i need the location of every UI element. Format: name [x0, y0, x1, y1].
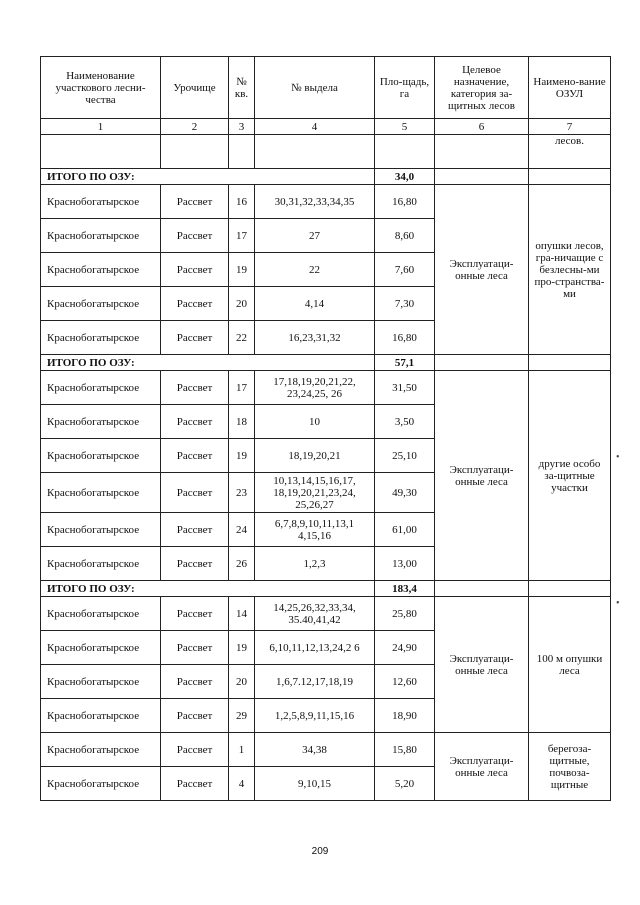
total-row [41, 355, 611, 371]
cell-tract: Рассвет [161, 321, 229, 355]
table-row [41, 597, 611, 631]
header-ozul: Наимено-вание ОЗУЛ [529, 57, 611, 119]
cell-tract: Рассвет [161, 733, 229, 767]
total-value: 183,4 [375, 581, 435, 597]
col-number: 1 [41, 119, 161, 135]
cell-area: 16,80 [375, 185, 435, 219]
cell-vydel: 1,2,3 [255, 547, 375, 581]
cell-kv: 1 [229, 733, 255, 767]
cell-kv: 29 [229, 699, 255, 733]
cell-area: 25,10 [375, 439, 435, 473]
cell-ozul: другие особо за-щитные участки [529, 371, 611, 581]
cell-area: 15,80 [375, 733, 435, 767]
col-number: 4 [255, 119, 375, 135]
cell-ozul: опушки лесов, гра-ничащие с безлесны-ми про-странства-ми [529, 185, 611, 355]
cell-area: 13,00 [375, 547, 435, 581]
header-vydel: № выдела [255, 57, 375, 119]
page-number: 209 [311, 846, 329, 857]
total-row [41, 169, 611, 185]
cell-area: 7,60 [375, 253, 435, 287]
cell-name: Краснобогатырское [41, 767, 161, 801]
table-row [41, 371, 611, 405]
cell-tract: Рассвет [161, 513, 229, 547]
total-value: 57,1 [375, 355, 435, 371]
col-number: 6 [435, 119, 529, 135]
cell-vydel: 1,6,7.12,17,18,19 [255, 665, 375, 699]
cell-vydel: 22 [255, 253, 375, 287]
cell-area: 31,50 [375, 371, 435, 405]
cell-area: 49,30 [375, 473, 435, 513]
cell-tract: Рассвет [161, 185, 229, 219]
scan-mark: • [616, 452, 620, 463]
col-number: 5 [375, 119, 435, 135]
cell-purpose: Эксплуатаци-онные леса [435, 371, 529, 581]
cell-tract: Рассвет [161, 665, 229, 699]
table-row [41, 185, 611, 219]
cell-kv: 4 [229, 767, 255, 801]
cell-vydel: 34,38 [255, 733, 375, 767]
scan-mark: • [616, 598, 620, 609]
cell-name: Краснобогатырское [41, 405, 161, 439]
cell-name: Краснобогатырское [41, 547, 161, 581]
cell-area: 12,60 [375, 665, 435, 699]
cell-kv: 26 [229, 547, 255, 581]
cell-name: Краснобогатырское [41, 185, 161, 219]
cell-vydel: 1,2,5,8,9,11,15,16 [255, 699, 375, 733]
cell-area: 5,20 [375, 767, 435, 801]
cell-area: 61,00 [375, 513, 435, 547]
cell-area: 7,30 [375, 287, 435, 321]
cell-name: Краснобогатырское [41, 371, 161, 405]
cell-vydel: 10 [255, 405, 375, 439]
cell-vydel: 6,10,11,12,13,24,2 6 [255, 631, 375, 665]
cell-vydel: 4,14 [255, 287, 375, 321]
cell-name: Краснобогатырское [41, 513, 161, 547]
cell-purpose: Эксплуатаци-онные леса [435, 597, 529, 733]
cell-vydel: 9,10,15 [255, 767, 375, 801]
cell-area: 8,60 [375, 219, 435, 253]
col-number: 7 [529, 119, 611, 135]
cell-kv: 22 [229, 321, 255, 355]
cell-vydel: 17,18,19,20,21,22, 23,24,25, 26 [255, 371, 375, 405]
col-number: 3 [229, 119, 255, 135]
cell-vydel: 16,23,31,32 [255, 321, 375, 355]
cell-tract: Рассвет [161, 253, 229, 287]
total-label: ИТОГО ПО ОЗУ: [41, 581, 375, 597]
cell-name: Краснобогатырское [41, 473, 161, 513]
cell-tract: Рассвет [161, 219, 229, 253]
column-number-row [41, 119, 611, 135]
total-label: ИТОГО ПО ОЗУ: [41, 169, 375, 185]
header-area: Пло-щадь, га [375, 57, 435, 119]
forest-table [40, 56, 611, 801]
cell-name: Краснобогатырское [41, 253, 161, 287]
cell-vydel: 27 [255, 219, 375, 253]
cell-purpose: Эксплуатаци-онные леса [435, 733, 529, 801]
header-row [41, 57, 611, 119]
table-row [41, 733, 611, 767]
cell-tract: Рассвет [161, 547, 229, 581]
cell-kv: 18 [229, 405, 255, 439]
cell-ozul: берегоза-щитные, почвоза-щитные [529, 733, 611, 801]
cell-kv: 19 [229, 253, 255, 287]
total-value: 34,0 [375, 169, 435, 185]
cell-kv: 19 [229, 631, 255, 665]
cell-tract: Рассвет [161, 767, 229, 801]
header-kv: № кв. [229, 57, 255, 119]
cell-kv: 19 [229, 439, 255, 473]
header-tract: Урочище [161, 57, 229, 119]
cell-area: 24,90 [375, 631, 435, 665]
cell-area: 16,80 [375, 321, 435, 355]
cell-kv: 20 [229, 665, 255, 699]
cell-tract: Рассвет [161, 699, 229, 733]
col-number: 2 [161, 119, 229, 135]
cell-vydel: 30,31,32,33,34,35 [255, 185, 375, 219]
cell-vydel: 18,19,20,21 [255, 439, 375, 473]
cell-ozul: 100 м опушки леса [529, 597, 611, 733]
cell-vydel: 14,25,26,32,33,34, 35.40,41,42 [255, 597, 375, 631]
cell-name: Краснобогатырское [41, 733, 161, 767]
cell-vydel: 10,13,14,15,16,17, 18,19,20,21,23,24, 25,26,27 [255, 473, 375, 513]
cell-purpose: Эксплуатаци-онные леса [435, 185, 529, 355]
cell-vydel: 6,7,8,9,10,11,13,1 4,15,16 [255, 513, 375, 547]
cell-tract: Рассвет [161, 287, 229, 321]
continuation-row [41, 135, 611, 169]
cell-tract: Рассвет [161, 473, 229, 513]
cell-tract: Рассвет [161, 631, 229, 665]
cell-name: Краснобогатырское [41, 439, 161, 473]
cell-area: 18,90 [375, 699, 435, 733]
total-label: ИТОГО ПО ОЗУ: [41, 355, 375, 371]
cell-kv: 17 [229, 371, 255, 405]
cell-kv: 23 [229, 473, 255, 513]
cell-tract: Рассвет [161, 439, 229, 473]
cell-kv: 14 [229, 597, 255, 631]
cell-name: Краснобогатырское [41, 287, 161, 321]
cell-name: Краснобогатырское [41, 321, 161, 355]
total-row [41, 581, 611, 597]
cell-name: Краснобогатырское [41, 665, 161, 699]
cell-kv: 24 [229, 513, 255, 547]
cell-kv: 17 [229, 219, 255, 253]
cell-kv: 20 [229, 287, 255, 321]
cell-name: Краснобогатырское [41, 597, 161, 631]
cell-name: Краснобогатырское [41, 631, 161, 665]
cell-name: Краснобогатырское [41, 699, 161, 733]
cell-tract: Рассвет [161, 371, 229, 405]
header-purpose: Целевое назначение, категория за-щитных лесов [435, 57, 529, 119]
cell-tract: Рассвет [161, 405, 229, 439]
cell-area: 25,80 [375, 597, 435, 631]
header-name: Наименование участкового лесни-чества [41, 57, 161, 119]
cell-area: 3,50 [375, 405, 435, 439]
cell-tract: Рассвет [161, 597, 229, 631]
cell-kv: 16 [229, 185, 255, 219]
cell-name: Краснобогатырское [41, 219, 161, 253]
continuation-text: лесов. [529, 135, 611, 169]
